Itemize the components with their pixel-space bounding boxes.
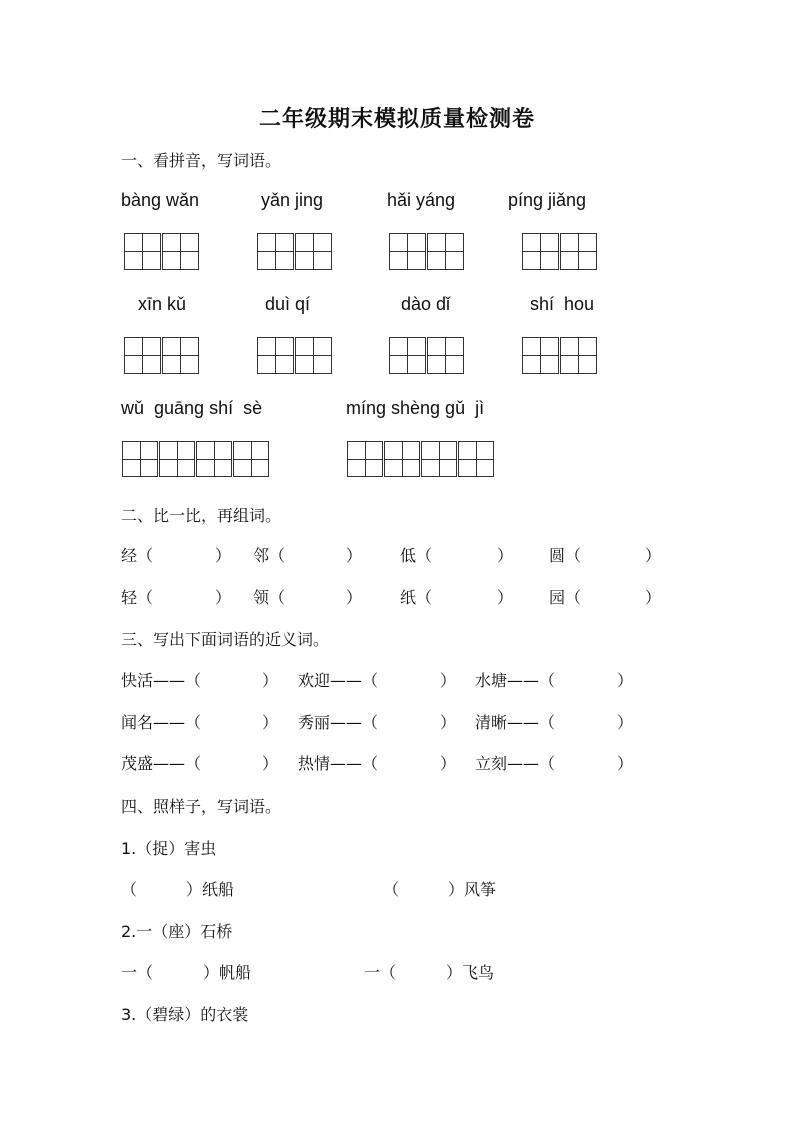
- writing-cell[interactable]: [295, 233, 332, 270]
- synonym-item-close: ）: [617, 671, 634, 690]
- compare-item-close: ）: [497, 588, 514, 607]
- synonym-item-close: ）: [440, 671, 457, 690]
- compare-item-close: ）: [346, 546, 363, 565]
- writing-cell[interactable]: [560, 337, 597, 374]
- compare-item-open: 经（: [121, 546, 154, 565]
- writing-cell[interactable]: [257, 233, 294, 270]
- compare-item-open: 轻（: [121, 588, 154, 607]
- pinyin-label: dào dǐ: [401, 294, 451, 314]
- pinyin-label: wǔ guāng shí sè: [121, 398, 263, 418]
- writing-cell[interactable]: [162, 337, 199, 374]
- synonym-item-close: ）: [617, 754, 634, 773]
- writing-cell[interactable]: [122, 441, 158, 477]
- compare-item-open: 圆（: [549, 546, 582, 565]
- section-1-heading: 一、看拼音，写词语。: [121, 151, 282, 170]
- synonym-item-open: 欢迎——（: [298, 671, 379, 690]
- writing-cell[interactable]: [458, 441, 494, 477]
- example-2-blank-open: 一（: [121, 963, 154, 982]
- writing-grid[interactable]: [257, 233, 333, 270]
- pinyin-label: míng shèng gǔ jì: [346, 398, 485, 418]
- synonym-item-close: ）: [262, 713, 279, 732]
- synonym-item-open: 闻名——（: [121, 713, 202, 732]
- writing-grid[interactable]: [257, 337, 333, 374]
- compare-item-close: ）: [215, 588, 232, 607]
- synonym-item-open: 热情——（: [298, 754, 379, 773]
- synonym-item-close: ）: [617, 713, 634, 732]
- synonym-item-open: 水塘——（: [475, 671, 556, 690]
- pinyin-label: bàng wǎn: [121, 190, 200, 210]
- pinyin-label: hǎi yáng: [387, 190, 456, 210]
- synonym-item-close: ）: [440, 754, 457, 773]
- example-2-blank-close: ）帆船: [203, 963, 252, 982]
- writing-cell[interactable]: [560, 233, 597, 270]
- example-2-blank-open: 一（: [364, 963, 397, 982]
- writing-grid[interactable]: [124, 233, 200, 270]
- section-3-heading: 三、写出下面词语的近义词。: [121, 630, 330, 649]
- synonym-item-close: ）: [262, 754, 279, 773]
- compare-item-open: 邻（: [253, 546, 286, 565]
- writing-cell[interactable]: [384, 441, 420, 477]
- example-1-blank-open: （: [383, 880, 400, 899]
- compare-item-close: ）: [215, 546, 232, 565]
- compare-item-close: ）: [645, 588, 662, 607]
- compare-item-open: 纸（: [400, 588, 433, 607]
- writing-grid[interactable]: [124, 337, 200, 374]
- compare-item-open: 园（: [549, 588, 582, 607]
- writing-cell[interactable]: [295, 337, 332, 374]
- writing-cell[interactable]: [233, 441, 269, 477]
- example-1-blank-close: ）风筝: [448, 880, 497, 899]
- compare-item-close: ）: [497, 546, 514, 565]
- writing-cell[interactable]: [522, 337, 559, 374]
- writing-cell[interactable]: [347, 441, 383, 477]
- writing-cell[interactable]: [257, 337, 294, 374]
- writing-grid[interactable]: [389, 233, 465, 270]
- compare-item-close: ）: [645, 546, 662, 565]
- writing-cell[interactable]: [196, 441, 232, 477]
- writing-grid[interactable]: [522, 233, 598, 270]
- pinyin-label: yǎn jing: [261, 190, 324, 210]
- writing-cell[interactable]: [427, 233, 464, 270]
- example-3: 3.（碧绿）的衣裳: [121, 1005, 249, 1024]
- section-4-heading: 四、照样子，写词语。: [121, 797, 282, 816]
- synonym-item-close: ）: [440, 713, 457, 732]
- compare-item-open: 低（: [400, 546, 433, 565]
- synonym-item-close: ）: [262, 671, 279, 690]
- compare-item-close: ）: [346, 588, 363, 607]
- synonym-item-open: 立刻——（: [475, 754, 556, 773]
- writing-cell[interactable]: [159, 441, 195, 477]
- writing-grid[interactable]: [122, 441, 270, 477]
- pinyin-label: duì qí: [265, 294, 311, 314]
- writing-grid[interactable]: [347, 441, 495, 477]
- writing-grid[interactable]: [522, 337, 598, 374]
- writing-cell[interactable]: [421, 441, 457, 477]
- writing-cell[interactable]: [389, 233, 426, 270]
- writing-cell[interactable]: [522, 233, 559, 270]
- writing-cell[interactable]: [427, 337, 464, 374]
- pinyin-label: shí hou: [530, 294, 595, 314]
- writing-cell[interactable]: [124, 337, 161, 374]
- example-1: 1.（捉）害虫: [121, 839, 217, 858]
- writing-cell[interactable]: [124, 233, 161, 270]
- writing-grid[interactable]: [389, 337, 465, 374]
- pinyin-label: píng jiǎng: [508, 190, 587, 210]
- example-2-blank-close: ）飞鸟: [446, 963, 495, 982]
- pinyin-label: xīn kǔ: [138, 294, 187, 314]
- example-2: 2.一（座）石桥: [121, 922, 233, 941]
- example-1-blank-open: （: [121, 880, 138, 899]
- compare-item-open: 领（: [253, 588, 286, 607]
- synonym-item-open: 秀丽——（: [298, 713, 379, 732]
- writing-cell[interactable]: [162, 233, 199, 270]
- writing-cell[interactable]: [389, 337, 426, 374]
- section-2-heading: 二、比一比，再组词。: [121, 506, 282, 525]
- synonym-item-open: 清晰——（: [475, 713, 556, 732]
- synonym-item-open: 快活——（: [121, 671, 202, 690]
- example-1-blank-close: ）纸船: [186, 880, 235, 899]
- page-title: 二年级期末模拟质量检测卷: [258, 107, 535, 132]
- synonym-item-open: 茂盛——（: [121, 754, 202, 773]
